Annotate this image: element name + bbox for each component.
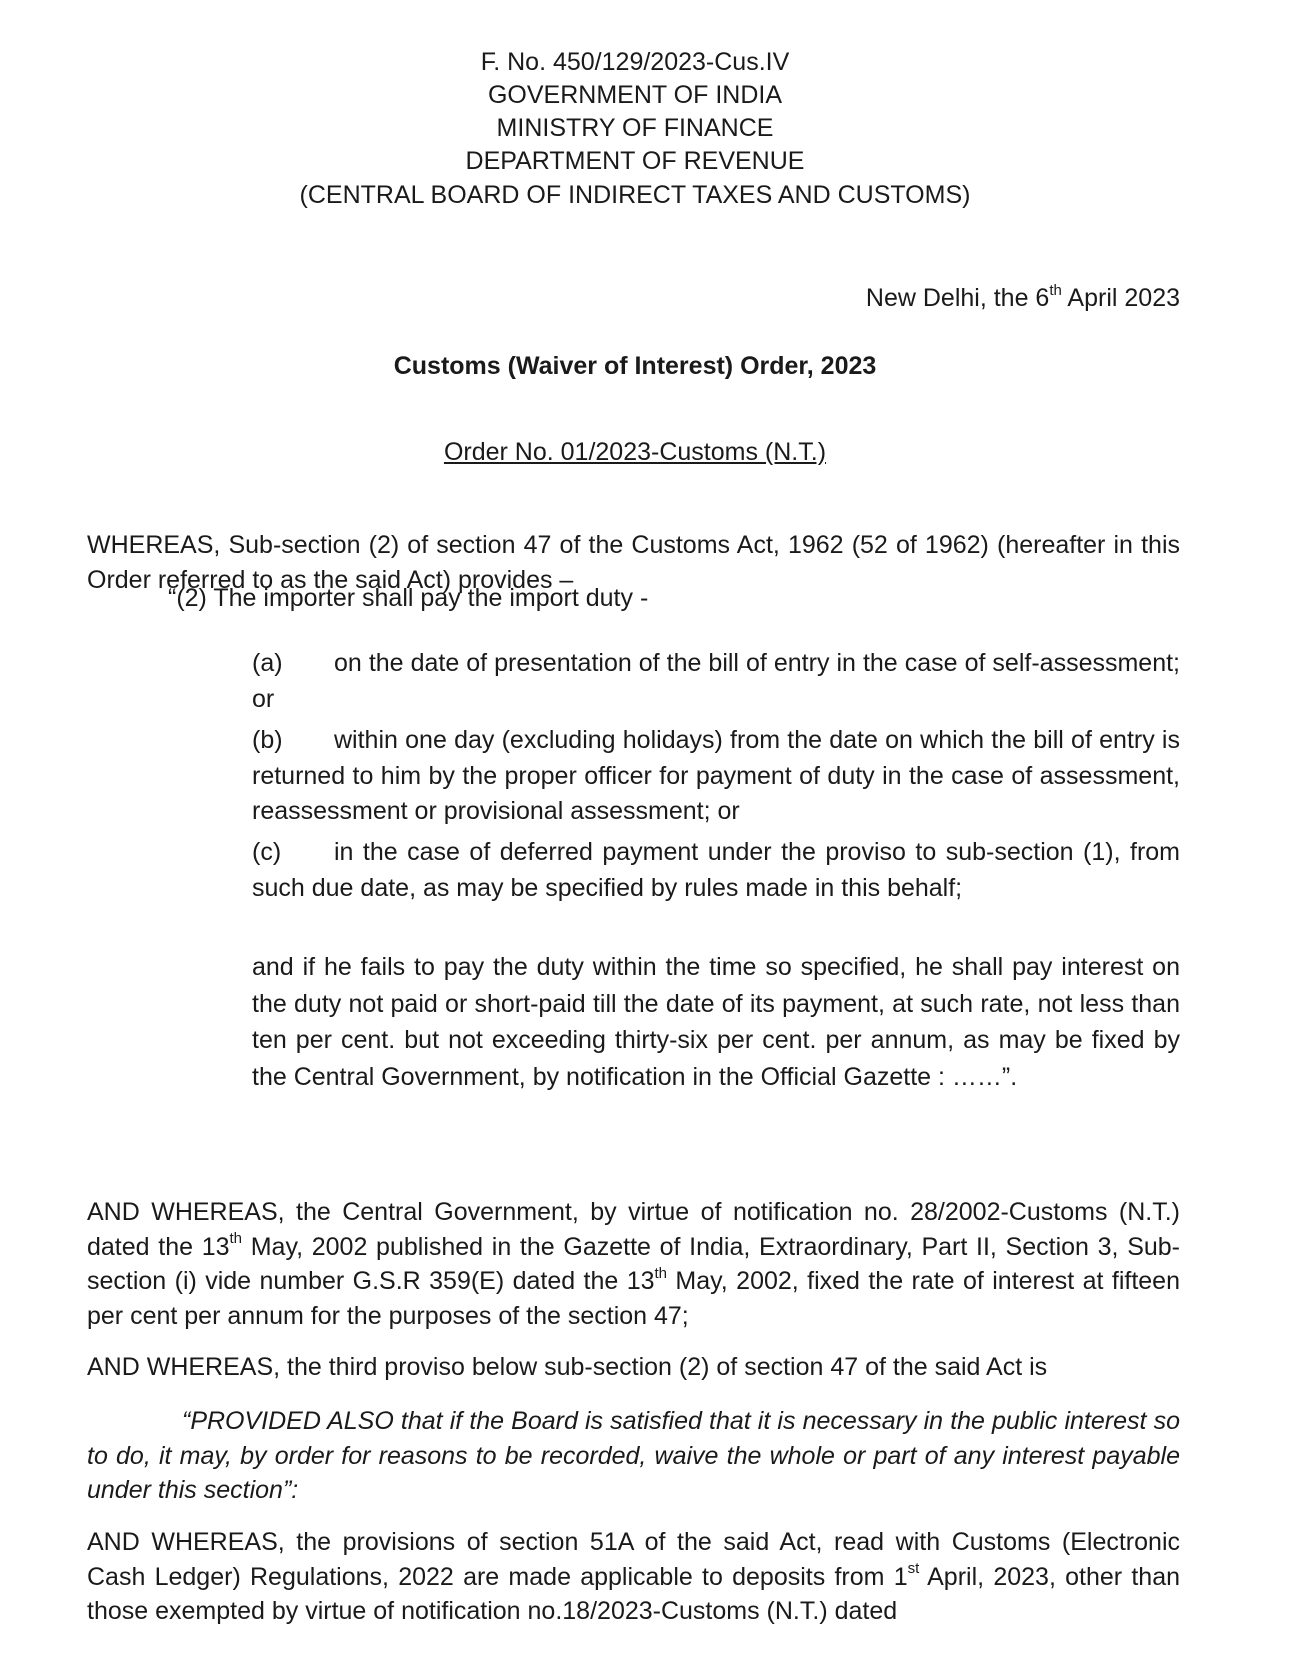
para2-part3: May, 2002, fixed the rate of interest at fifteen per cent per annum for the purposes of the section 47; xyxy=(87,1267,1180,1330)
file-number: F. No. 450/129/2023-Cus.IV xyxy=(480,48,790,76)
para2-ordinal-1: th xyxy=(229,1230,243,1248)
clause-c xyxy=(252,835,1180,906)
ministry-heading: MINISTRY OF FINANCE xyxy=(496,114,774,142)
para4-part1: AND WHEREAS, the provisions of section 51A of the said Act, read with Customs (Electronic Cash Ledger) Regulations, 2022 are made applicable to deposits from 1 xyxy=(87,1528,1180,1591)
clause-text: within one day (excluding holidays) from the date on which the bill of entry is returned to him by the proper officer for payment of duty in the case of assessment, reassessment or provisional assessment; or xyxy=(252,726,1180,825)
clause-mark: (a) xyxy=(252,649,283,677)
date-suffix: April 2023 xyxy=(1061,284,1180,312)
government-heading: GOVERNMENT OF INDIA xyxy=(487,81,782,109)
proviso-quote: “PROVIDED ALSO that if the Board is satisfied that it is necessary in the public interest so to do, it may, by order for reasons to be recorded, waive the whole or part of any interest payable under this section”: xyxy=(87,1407,1180,1504)
whereas-paragraph-3: AND WHEREAS, the third proviso below sub-section (2) of section 47 of the said Act is xyxy=(87,1353,1048,1381)
para4-ordinal: st xyxy=(907,1560,920,1578)
date-prefix: New Delhi, the 6 xyxy=(865,284,1050,312)
clause-mark: (b) xyxy=(252,726,283,754)
clause-text: on the date of presentation of the bill of entry in the case of self-assessment; or xyxy=(252,649,1180,713)
clause-b xyxy=(252,723,1180,830)
clause-a xyxy=(252,646,1180,717)
quote-intro: “(2) The importer shall pay the import duty - xyxy=(168,584,649,612)
whereas-paragraph-1: WHEREAS, Sub-section (2) of section 47 of the Customs Act, 1962 (52 of 1962) (hereafter in this Order referred to as the said Act) provides – xyxy=(87,531,1180,594)
para4-part2: April, 2023, other than those exempted by virtue of notification no.18/2023-Customs (N.T.) dated xyxy=(87,1562,1180,1625)
issue-date xyxy=(866,282,1180,314)
interest-provision: and if he fails to pay the duty within the time so specified, he shall pay interest on the duty not paid or short-paid till the date of its payment, at such rate, not less than ten per cent. but not exceeding thirty-six per cent. per annum, as may be fixed by the Central Government, by notification in the Official Gazette : ……”. xyxy=(252,953,1180,1091)
order-title: Customs (Waiver of Interest) Order, 2023 xyxy=(393,352,877,380)
board-heading: (CENTRAL BOARD OF INDIRECT TAXES AND CUSTOMS) xyxy=(299,181,971,209)
clause-text: in the case of deferred payment under the proviso to sub-section (1), from such due date, as may be specified by rules made in this behalf; xyxy=(252,838,1180,902)
para2-ordinal-2: th xyxy=(654,1264,668,1282)
whereas-paragraph-2 xyxy=(87,1195,1180,1333)
clause-mark: (c) xyxy=(252,838,282,866)
whereas-paragraph-4 xyxy=(87,1525,1180,1629)
order-number: Order No. 01/2023-Customs (N.T.) xyxy=(443,438,827,466)
para2-part2: May, 2002 published in the Gazette of India, Extraordinary, Part II, Section 3, Sub-section (i) vide number G.S.R 359(E) dated the 13 xyxy=(87,1232,1180,1295)
para2-part1: AND WHEREAS, the Central Government, by virtue of notification no. 28/2002-Customs (N.T.) dated the 13 xyxy=(87,1198,1180,1261)
date-ordinal: th xyxy=(1049,281,1062,299)
department-heading: DEPARTMENT OF REVENUE xyxy=(465,147,805,175)
